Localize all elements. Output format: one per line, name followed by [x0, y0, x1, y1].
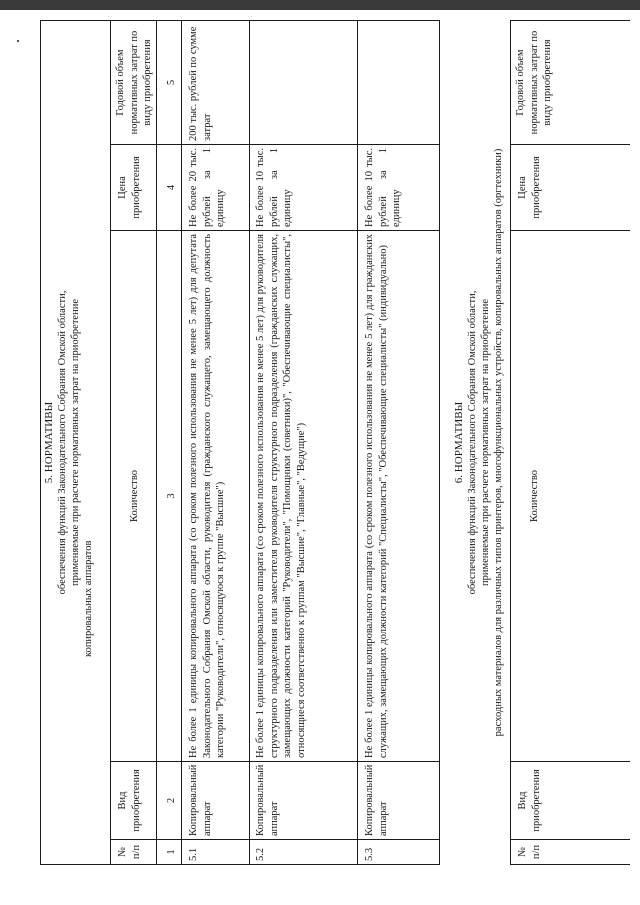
- header-kind: Вид приобретения: [117, 769, 142, 832]
- scan-speck: [17, 40, 19, 42]
- col-number-2: 2: [166, 797, 177, 804]
- col-number-1: 1: [166, 849, 177, 855]
- row-5-3-num: 5.3: [364, 847, 375, 861]
- header-num: № п/п: [117, 844, 142, 860]
- section5-subtitle-line1: обеспечения функций Законодательного Собрания Омской области,: [57, 290, 68, 595]
- row-5-3-quantity: Не более 1 единицы копировального аппарата (со сроком полезного использования не менее 5 лет) для гражданских служащих, замещающих должности категорий "Специалисты", "Обеспечивающие специалисты" (индивидуально): [364, 234, 389, 758]
- row-5-3-kind: Копировальный аппарат: [364, 764, 389, 836]
- row-5-2-quantity: Не более 1 единицы копировального аппарата (со сроком полезного использования не менее 5 лет) для руководителя структурного подразделения или заместителя руководителя структурного подразделения (гражданских служащих, замещающих должности категорий "Руководители", "Помощники (советники)", "Обеспечивающие специалисты", относящиеся соответственно к группам "Высшие", "Главные", "Ведущие"): [255, 234, 307, 758]
- row-5-1-num: 5.1: [188, 847, 199, 861]
- header-quantity: Количество: [129, 469, 140, 523]
- header-annual: Годовой объем нормативных затрат по виду приобретения: [115, 30, 153, 135]
- section6-subtitle-line3: расходных материалов для различных типов принтеров, многофункциональных устройств, копировальных аппаратов (оргтехники): [493, 148, 504, 737]
- row-5-1-annual: 200 тыс. рублей по сумме затрат: [188, 26, 213, 141]
- col-number-4: 4: [166, 184, 177, 191]
- section6-subtitle-line2: применяемые при расчете нормативных затрат на приобретение: [480, 299, 491, 586]
- row-5-2-price: Не более 10 тыс. рублей за 1 единицу: [255, 148, 293, 227]
- row-5-1-price: Не более 20 тыс. рублей за 1 единицу: [188, 148, 226, 227]
- s6-header-num: № п/п: [517, 844, 542, 860]
- row-5-3-price: Не более 10 тыс. рублей за 1 единицу: [364, 148, 402, 227]
- section5-subtitle-line3: копировальных аппаратов: [83, 540, 94, 657]
- row-5-2-kind: Копировальный аппарат: [255, 764, 280, 836]
- rotated-document-page: [40, 20, 630, 865]
- s6-header-kind: Вид приобретения: [517, 769, 542, 832]
- col-number-3: 3: [166, 493, 177, 499]
- section6-subtitle-line1: обеспечения функций Законодательного Собрания Омской области,: [467, 290, 478, 595]
- header-price: Цена приобретения: [117, 156, 142, 219]
- section5-subtitle-line2: применяемые при расчете нормативных затрат на приобретение: [70, 299, 81, 586]
- section5-title: 5. НОРМАТИВЫ: [43, 401, 55, 484]
- row-5-1-quantity: Не более 1 единицы копировального аппарата (со сроком полезного использования не менее 5 лет) для депутата Законодательного Собрания Омской области, руководителя (гражданского служащего, замещающего должность категории "Руководители", относящуюся к группе "Высшие"): [188, 234, 226, 758]
- s6-header-price: Цена приобретения: [517, 156, 542, 219]
- row-5-1-kind: Копировальный аппарат: [188, 764, 213, 836]
- s6-header-annual: Годовой объем нормативных затрат по виду приобретения: [515, 30, 553, 135]
- row-5-2-num: 5.2: [255, 847, 266, 861]
- s6-header-quantity: Количество: [529, 469, 540, 523]
- section6-title: 6. НОРМАТИВЫ: [453, 401, 465, 484]
- col-number-5: 5: [166, 79, 177, 86]
- scan-top-edge: [0, 0, 640, 10]
